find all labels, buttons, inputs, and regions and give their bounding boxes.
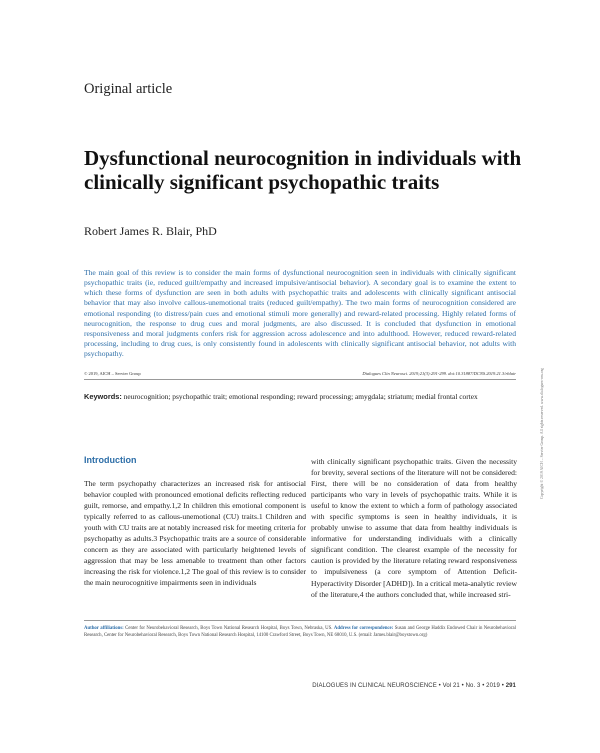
author-name: Robert James R. Blair, PhD xyxy=(84,224,217,238)
author-affiliations-text: Center for Neurobehavioral Research, Boys Town National Research Hospital, Boys Town, Nebraska, US. xyxy=(125,626,333,631)
citation: Dialogues Clin Neurosci. 2019;21(3):291-299. doi:10.31887/DCNS.2019.21.3/rblair xyxy=(362,371,516,376)
intro-paragraph-continued: with clinically significant psychopathic traits. Given the necessity for brevity, several sections of the literature will not be considered: First, there will be no consideration of data from healthy participants who vary in levels of psychopathic traits. While it is useful to know the extent to which a form of pathology associated with specific symptoms is seen in healthy individuals, it is probably unwise to assume that data from healthy individuals is informative for understanding individuals with a clinically significant condition. The clearest example of the necessity for caution is provided by the literature relating reward responsiveness to impulsiveness (a core symptom of Attention Deficit-Hyperactivity Disorder [ADHD]). In a critical meta-analytic review of the literature,4 the authors concluded that, while increased stri- xyxy=(311,457,517,599)
page-footer xyxy=(312,683,516,689)
article-title: Dysfunctional neurocognition in individuals with clinically significant psychopathic traits xyxy=(84,146,522,194)
journal-name: DIALOGUES IN CLINICAL NEUROSCIENCE xyxy=(312,683,437,689)
body-column-left xyxy=(84,478,306,588)
keywords-label: Keywords: xyxy=(84,392,122,401)
issue-info: • Vol 21 • No. 3 • 2019 • xyxy=(438,683,504,689)
affiliations-divider xyxy=(84,620,516,621)
keywords xyxy=(84,392,516,402)
section-label: Original article xyxy=(84,81,173,97)
intro-paragraph: The term psychopathy characterizes an increased risk for antisocial behavior coupled with pronounced emotional deficits reflecting reduced guilt, remorse, and empathy.1,2 In children this emotional component is typically referred to as callous-unemotional (CU) traits.1 Children and youth with CU traits are at notably increased risk for meeting criteria for psychopathy as adults.3 Psychopathic traits are a source of considerable concern as they are associated with particularly heightened levels of aggression that may be less amenable to treatment than other factors increasing the risk for violence.1,2 The goal of this review is to consider the main neurocognitive impairments seen in individuals xyxy=(84,479,306,588)
section-heading-introduction: Introduction xyxy=(84,455,137,465)
abstract: The main goal of this review is to consider the main forms of dysfunctional neurocognition seen in individuals with clinically significant psychopathic traits (ie, reduced guilt/empathy and increased impulsive/antisocial behavior). A secondary goal is to examine the extent to which these forms of dysfunction are seen in both adults with psychopathic traits and adolescents with clinically significant antisocial behavior that may also involve callous-unemotional traits (reduced guilt/empathy). The two main forms of neurocognition considered are emotional responding (to distress/pain cues and emotional stimuli more generally) and reward-related processing. Highly related forms of neurocognition, the response to drug cues and moral judgments, are also discussed. It is concluded that dysfunction in emotional responsiveness and moral judgments confers risk for aggression across adolescence and into adulthood. However, reduced reward-related processing, including to drug cues, is only consistently found in adolescents with clinically significant antisocial behavior, not adults with psychopathy. xyxy=(84,268,516,359)
abstract-divider xyxy=(84,379,516,380)
correspondence-label: Address for correspondence: xyxy=(333,626,394,631)
keywords-list: neurocognition; psychopathic trait; emotional responding; reward processing; amygdala; striatum; medial frontal cortex xyxy=(123,392,478,401)
author-affiliations-label: Author affiliations: xyxy=(84,626,124,631)
copyright-note: © 2019, AICH – Servier Group xyxy=(84,371,141,376)
affiliations xyxy=(84,625,516,640)
correspondence-text: Susan and George Haddix Endowed Chair in Neurobehavioral Research, Center for Neurobehavioral Research, Boys Town National Research Hospital, 14100 Crawford Street, Boys Town, NE 68010, U.S. (email: James.blair@boystown.org) xyxy=(84,626,517,639)
page-number: 291 xyxy=(505,683,516,689)
body-column-right xyxy=(311,456,517,600)
